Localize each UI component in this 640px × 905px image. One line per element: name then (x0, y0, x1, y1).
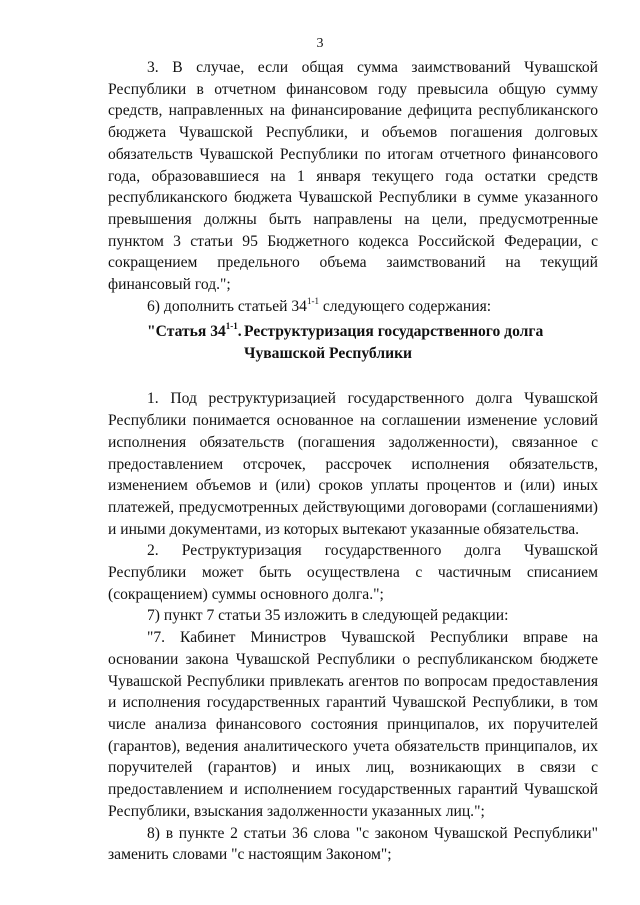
paragraph-text: 6) дополнить статьей 34 (147, 297, 307, 315)
paragraph-text-tail: следующего содержания: (318, 297, 492, 315)
page-number: 3 (316, 36, 324, 51)
article-heading-label: "Статья 34$^{1-1}$. (147, 321, 242, 341)
paragraph-restructuring-writeoff: 2. Реструктуризация государственного долга Чувашской Республики может быть осуществлена с частичным списанием (сокращением) суммы основного долга."; (108, 542, 598, 603)
paragraph-restructuring-definition: 1. Под реструктуризацией государственного долга Чувашской Республики понимается основанное на соглашении изменение условий исполнения обязательств (погашения задолженности), связанное с предоставлением отсрочек, рассрочек исполнения обязательств, изменением объемов и (или) сроков уплаты процентов и (или) иных платежей, предусмотренных действующими договорами (соглашениями) и иными документами, из которых вытекают указанные обязательства. (108, 390, 598, 538)
paragraph-cabinet-agents: "7. Кабинет Министров Чувашской Республики вправе на основании закона Чувашской Республики о республиканском бюджете Чувашской Республики привлекать агентов по вопросам предоставления и исполнения государственных гарантий Чувашской Республики, в том числе анализа финансового состояния принципалов, их поручителей (гарантов), ведения аналитического учета обязательств принципалов, их поручителей (гарантов) и иных лиц, возникающих в связи с предоставлением и исполнением государственных гарантий Чувашской Республики, взыскания задолженности указанных лиц."; (108, 629, 598, 820)
heading-superscript: 1-1 (225, 321, 238, 332)
article-heading (108, 321, 598, 366)
paragraph-item-6 (108, 296, 598, 318)
paragraph-item-8: 8) в пункте 2 статьи 36 слова "с законом Чувашской Республики" заменить словами "с настоящим Законом"; (108, 824, 598, 864)
paragraph-item-3: 3. В случае, если общая сумма заимствований Чувашской Республики в отчетном финансовом году превысила общую сумму средств, направленных на финансирование дефицита республиканского бюджета Чувашской Республики, и объемов погашения долговых обязательств Чувашской Республики по итогам отчетного финансового года, образовавшиеся на 1 января текущего года остатки средств республиканского бюджета Чувашской Республики в сумме указанного превышения должны быть направлены на цели, предусмотренные пунктом 3 статьи 95 Бюджетного кодекса Российской Федерации, с сокращением предельного объема заимствований на текущий финансовый год."; (108, 59, 598, 294)
article-heading-title: Реструктуризация государственного долга Чувашской Республики (244, 323, 544, 363)
paragraph-item-7: 7) пункт 7 статьи 35 изложить в следующей редакции: (147, 607, 509, 625)
document-body (108, 57, 598, 866)
article-superscript: 1-1 (306, 295, 319, 306)
